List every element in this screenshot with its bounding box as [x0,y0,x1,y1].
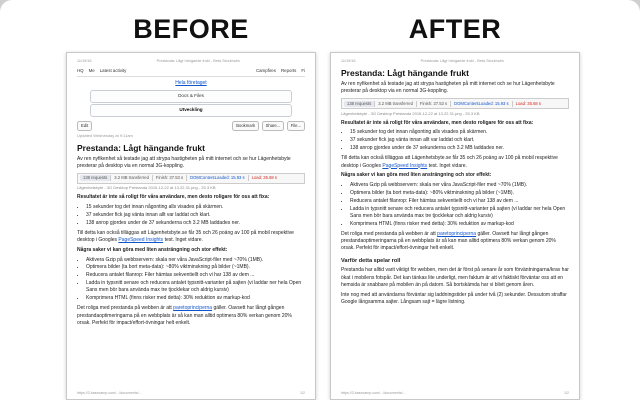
image-caption: Lägenhetsbyte - 3G Desktop Prestanda 2015-12-22 at 13.22.31.png - 25.3 KB [341,110,480,116]
closing-paragraph [341,231,569,253]
actions-bullet-list [341,182,569,228]
bullet-item: • Reducera antalet filanrop: Filer hämtas sekventiellt och vi har 138 av dem ... [86,272,305,279]
print-header [77,59,305,65]
print-page-number: 1/2 [564,390,569,395]
pagespeed-text-pre: Till detta kan också tilläggas att Lägenhetsbyte.se får 35 och 26 poäng av 100 på mobil respektive desktop i Googles [341,155,558,169]
doc-title: Prestanda: Lågt hängande frukt [341,68,469,78]
intro-paragraph: Av ren nyfikenhet så testade jag att strypa hastigheten på mitt internet och se hur Lägenhetsbyte presterar på desktop via en normal 3G-koppling. [77,155,291,170]
nav-item-campfires[interactable]: Campfires [255,67,276,73]
top-nav [77,68,305,78]
doc-title: Prestanda: Lågt hängande frukt [77,142,205,153]
actions-heading: Några saker vi kan göra med liten ansträngning och stor effekt: [77,246,228,253]
network-stats-bar [77,173,305,184]
result-bullet-list [77,204,305,227]
print-title: Prestanda: Lågt hängande frukt - Beta Stockholm [156,59,240,63]
pagespeed-paragraph [341,155,569,170]
bullet-item: • Komprimera HTML (finns risker med detta): 30% reduktion av markup-kod [86,295,305,302]
before-page [66,52,316,400]
bullet-item: • Reducera antalet filanrop: Filer hämtas sekventiellt och vi har 138 av dem ... [350,198,569,205]
stat-domcontentloaded: DOMContentLoaded: 15.93 s [450,101,511,107]
pagespeed-link[interactable]: PageSpeed Insights [382,162,428,169]
share-button[interactable]: Share... [262,121,285,131]
pagespeed-paragraph [77,230,305,245]
after-label: AFTER [408,14,502,44]
bullet-item: • 15 sekunder tog det innan någonting alls visades på skärmen. [86,204,305,211]
print-url: https://3.basecamp.com/.../documents/... [77,390,142,395]
bullet-item: • Aktivera Gzip på webbservern: skala ner våra JavaScript-filer med ~70% (1MB). [350,182,569,189]
bullet-item: • Komprimera HTML (finns risker med detta): 30% reduktion av markup-kod [350,221,569,228]
stat-requests: 138 requests [344,101,374,107]
why-paragraph-2: Inte nog med att användarna förväntar sig laddningstider på under två (2) sekunder. Dessutom straffar Google långsamma sajter. Långsam sajt = lägre listning. [341,291,567,305]
why-paragraph-1: Prestanda har alltid varit viktigt för webben, men det är först på senare år som förväntningarna/krav har ökat i mobilens fotspår. Det kan tänkas lite underligt, men faktum är att vi faktiskt förväntar oss att en hemsida är snabbare på mobilen än på datorn. Så bortskämda har vi blivit genom åren. [341,267,569,288]
print-url: https://3.basecamp.com/.../documents/... [341,390,406,395]
bullet-item: • 37 sekunder fick jag vänta innan allt var laddat och klart. [350,137,569,144]
nav-item-me[interactable]: Me [88,67,95,73]
closing-paragraph [77,305,305,327]
bullet-item: • 15 sekunder tog det innan någonting alls visades på skärmen. [350,129,569,136]
closing-text-pre: Det roliga med prestanda på webben är att [77,305,174,312]
nav-item-reports[interactable]: Reports [280,67,297,73]
pagespeed-link[interactable]: PageSpeed Insights [118,237,164,244]
pagespeed-text-pre: Till detta kan också tilläggas att Lägenhetsbyte.se får 35 och 26 poäng av 100 på mobil respektive desktop i Googles [77,229,294,244]
nav-item-find[interactable]: Fi [301,67,305,73]
print-page-number: 1/2 [300,390,305,395]
edit-button[interactable]: Edit [77,121,92,131]
stat-domcontentloaded: DOMContentLoaded: 15.93 s [186,175,247,181]
stat-finish: Finish: 37.53 s [152,175,186,181]
bullet-item: • Optimera bilder (ta bort meta-data): ~80% viktminskning på bilder (~1MB). [86,264,305,271]
network-stats-bar [341,98,569,109]
bullet-item: • Aktivera Gzip på webbservern: skala ner våra JavaScript-filer med ~70% (1MB). [86,257,305,264]
project-box[interactable]: Utveckling [90,104,293,117]
pagespeed-text-post: test. Inget vidare. [427,162,467,169]
closing-text-pre: Det roliga med prestanda på webben är att [341,230,438,237]
actions-bullet-list [77,257,305,303]
bullet-item: • Optimera bilder (ta bort meta-data): ~80% viktminskning på bilder (~1MB). [350,190,569,197]
image-caption: Lägenhetsbyte - 3G Desktop Prestanda 2015-12-22 at 13.22.31.png - 25.3 KB [77,185,216,191]
docs-files-box[interactable]: Docs & Files [90,90,293,103]
bookmark-button[interactable]: Bookmark [232,121,259,131]
print-footer [77,391,305,396]
actions-heading: Några saker vi kan göra med liten ansträngning och stor effekt: [341,172,492,179]
stat-transferred: 3.2 MB transferred [374,101,416,107]
stat-transferred: 3.2 MB transferred [110,175,152,181]
print-header [341,59,569,65]
pareto-link[interactable]: paretoprinciperna [437,230,477,237]
intro-paragraph: Av ren nyfikenhet så testade jag att strypa hastigheten på mitt internet och se hur Lägenhetsbyte presterar på desktop via en normal 3G-koppling. [341,81,555,95]
result-heading: Resultatet är inte så roligt för våra användare, men desto roligare för oss att fixa: [77,194,270,201]
print-date: 11/19/16 [77,59,92,63]
bullet-item: • Ladda in typsnitt senare och reducera antalet typsnitt-varianter på sajten (vi laddar ner hela Open Sans men bör bara använda max tre tjocklekar och aldrig kursiv) [86,280,305,295]
company-link[interactable]: Hela företaget [175,80,207,87]
print-footer [341,391,569,396]
result-heading: Resultatet är inte så roligt för våra användare, men desto roligare för oss att fixa: [341,119,534,126]
doc-toolbar [77,121,305,131]
bullet-item: • Ladda in typsnitt senare och reducera antalet typsnitt-varianter på sajten (vi laddar ner hela Open Sans men bör bara använda max tre tjocklekar och aldrig kursiv) [350,206,569,221]
after-page [330,52,580,400]
bullet-item: • 138 anrop gjordes under de 37 sekunderna och 3.2 MB laddades ner. [350,145,569,152]
updated-timestamp: Updated Wednesday at 9:11am [77,133,133,139]
stat-finish: Finish: 37.53 s [416,101,450,107]
why-it-matters-heading: Varför detta spelar roll [341,257,401,264]
nav-item-latest-activity[interactable]: Latest activity [99,67,127,73]
closing-text-post: gäller. Oavsett hur långt gången prestandaoptimeringarna på en webbplats är så kan man alltid optimera 80% verkan genom 20% orsak. Perfekt för impact/effort-övningar helt enkelt. [77,305,292,326]
result-bullet-list [341,129,569,152]
file-button[interactable]: File... [287,121,305,131]
pagespeed-text-post: test. Inget vidare. [163,237,203,244]
stat-requests: 138 requests [80,175,110,181]
print-title: Prestanda: Lågt hängande frukt - Beta Stockholm [420,59,504,63]
pareto-link[interactable]: paretoprinciperna [173,305,213,312]
closing-text-post: gäller. Oavsett hur långt gången prestandaoptimeringarna på en webbplats är så kan man alltid optimera 80% verkan genom 20% orsak. Perfekt för impact/effort-övningar helt enkelt. [341,230,556,252]
print-date: 11/19/16 [341,59,356,63]
before-label: BEFORE [133,14,249,44]
stat-load: Load: 35.68 s [248,175,280,181]
bullet-item: • 138 anrop gjordes under de 37 sekunderna och 3.2 MB laddades ner. [86,220,305,227]
breadcrumb [77,80,305,87]
stat-load: Load: 35.68 s [512,101,544,107]
nav-item-hq[interactable]: HQ [77,67,84,73]
bullet-item: • 37 sekunder fick jag vänta innan allt var laddat och klart. [86,212,305,219]
